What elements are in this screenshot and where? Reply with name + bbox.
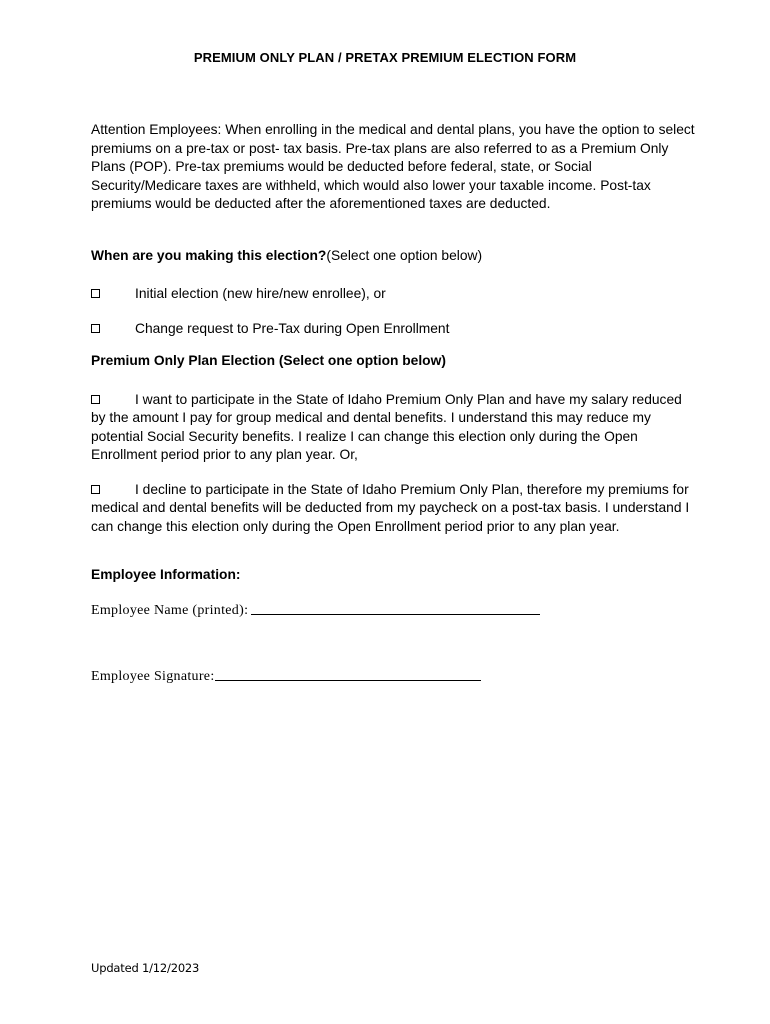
checkbox-icon[interactable] [91,395,100,404]
timing-option-change-request[interactable] [91,321,449,336]
pop-option-decline-label: I decline to participate in the State of Idaho Premium Only Plan, therefore my premiums for medical and dental benefits will be deducted from my paycheck on a post-tax basis. I understand I can change this election only during the Open Enrollment period prior to any plan year. [91,482,690,534]
updated-date: Updated 1/12/2023 [91,961,200,975]
pop-election-heading: Premium Only Plan Election (Select one option below) [91,353,446,368]
employee-signature-label: Employee Signature: [91,669,215,684]
pop-option-decline[interactable] [91,481,691,536]
pop-option-participate-label: I want to participate in the State of Idaho Premium Only Plan and have my salary reduced by the amount I pay for group medical and dental benefits. I understand this may reduce my potential Social Security benefits. I realize I can change this election only during the Open Enrollment period prior to any plan year. Or, [91,392,682,462]
employee-name-label: Employee Name (printed): [91,603,249,618]
election-timing-question [91,248,482,263]
employee-signature-line[interactable] [215,668,481,681]
employee-name-field[interactable] [91,602,540,619]
timing-option-change-request-label: Change request to Pre-Tax during Open Enrollment [135,321,450,336]
checkbox-icon[interactable] [91,324,100,333]
checkbox-icon[interactable] [91,485,100,494]
election-timing-instruction: (Select one option below) [326,248,483,263]
employee-info-heading: Employee Information: [91,567,241,582]
employee-name-line[interactable] [251,602,540,615]
checkbox-icon[interactable] [91,289,100,298]
intro-paragraph: Attention Employees: When enrolling in the medical and dental plans, you have the option to select premiums on a pre-tax or post- tax basis. Pre-tax plans are also referred to as a Premium Only Plans (POP). Pre-tax premiums would be deducted before federal, state, or Social Security/Medicare taxes are withheld, which would also lower your taxable income. Post-tax premiums would be deducted after the aforementioned taxes are deducted. [91,122,695,212]
election-timing-question-text: When are you making this election? [91,248,327,263]
employee-signature-field[interactable] [91,668,481,685]
form-title: PREMIUM ONLY PLAN / PRETAX PREMIUM ELECTION FORM [193,50,577,65]
pop-option-participate[interactable] [91,391,691,464]
timing-option-initial-label: Initial election (new hire/new enrollee), or [135,286,386,301]
timing-option-initial[interactable] [91,286,386,301]
